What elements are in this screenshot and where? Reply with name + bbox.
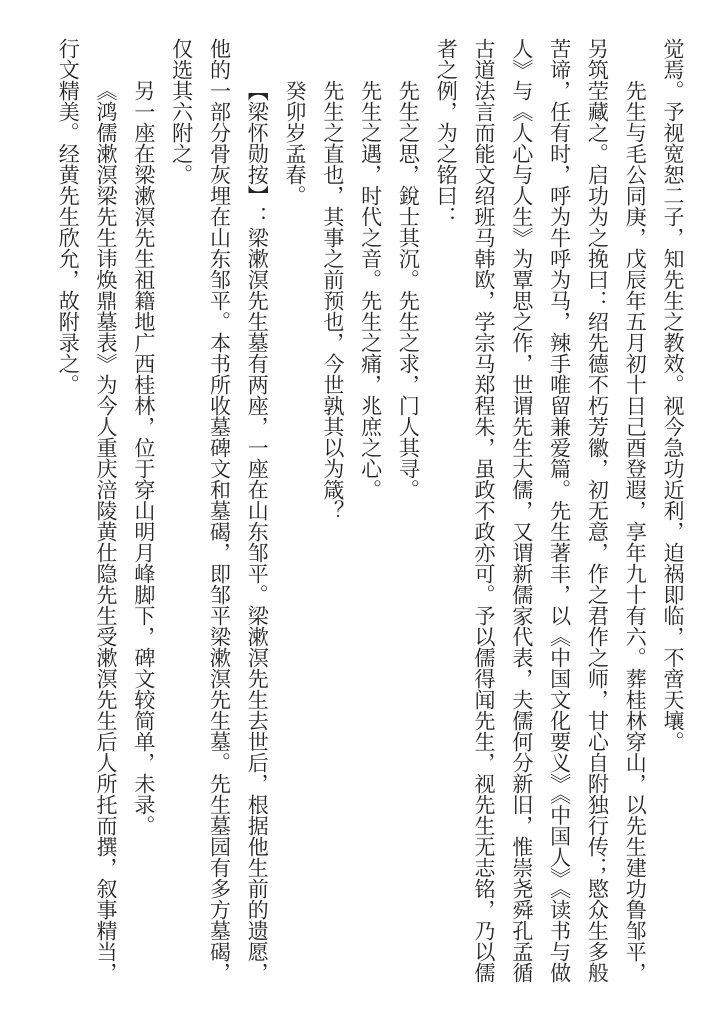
epitaph-verse-line-1: 先生之思，銳士其沉。先生之求，门人其寻。 xyxy=(396,80,421,500)
epitaph-date: 癸卯岁孟春。 xyxy=(283,80,308,206)
paragraph-continuation: 觉焉。予视宽恕二子，知先生之教效。视今急功近利，迫祸即临，不啻天壤。 xyxy=(661,38,685,752)
epitaph-verse-line-3: 先生之直也，其事之前预也，今世孰其以为箴？ xyxy=(320,80,345,521)
paragraph-biography-epitaph-intro: 先生与毛公同庚，戊辰年五月初十日己酉登遐，享年九十有六。葬桂林穿山，以先生建功鲁邹平，另筑茔藏之。启功为之挽曰：绍先德不朽芳徽，初无意，作之君作之师，甘心自附独行传；愍众生多般苦谛，任有时，呼为牛呼为马，辣手唯留兼爱篇。先生著丰，以《中国文化要义》《中国人》《读书与做人》与《人心与人生》为覃思之作，世谓先生大儒，又谓新儒家代表，夫儒何分新旧，惟崇尧舜孔孟循古道法言而能文绍班马韩欧，学宗马郑程朱，虽政不政亦可。予以儒得闻先生，视先生无志铭，乃以儒者之例，为之铭曰： xyxy=(434,38,648,983)
editor-note-paragraph: 【梁怀勋按】：梁漱溟先生墓有两座，一座在山东邹平。梁漱溟先生去世后，根据他生前的遗愿，他的一部分骨灰埋在山东邹平。本书所收墓碑文和墓碣，即邹平梁漱溟先生墓。先生墓园有多方墓碣，仅选其六附之。 xyxy=(169,38,270,983)
vertical-text-block xyxy=(48,38,691,987)
editor-note-mubiao-paragraph: 《鸿儒漱溟梁先生讳焕鼎墓表》为今人重庆涪陵黄仕隐先生受漱溟先生后人所托而撰，叙事精当，行文精美。经黄先生欣允，故附录之。 xyxy=(56,38,119,983)
epitaph-verse-line-2: 先生之遇，时代之音。先生之痛，兆庶之心。 xyxy=(358,80,383,500)
editor-note-second-grave-paragraph: 另一座在梁漱溟先生祖籍地广西桂林，位于穿山明月峰脚下，碑文较简单，未录。 xyxy=(131,80,156,836)
